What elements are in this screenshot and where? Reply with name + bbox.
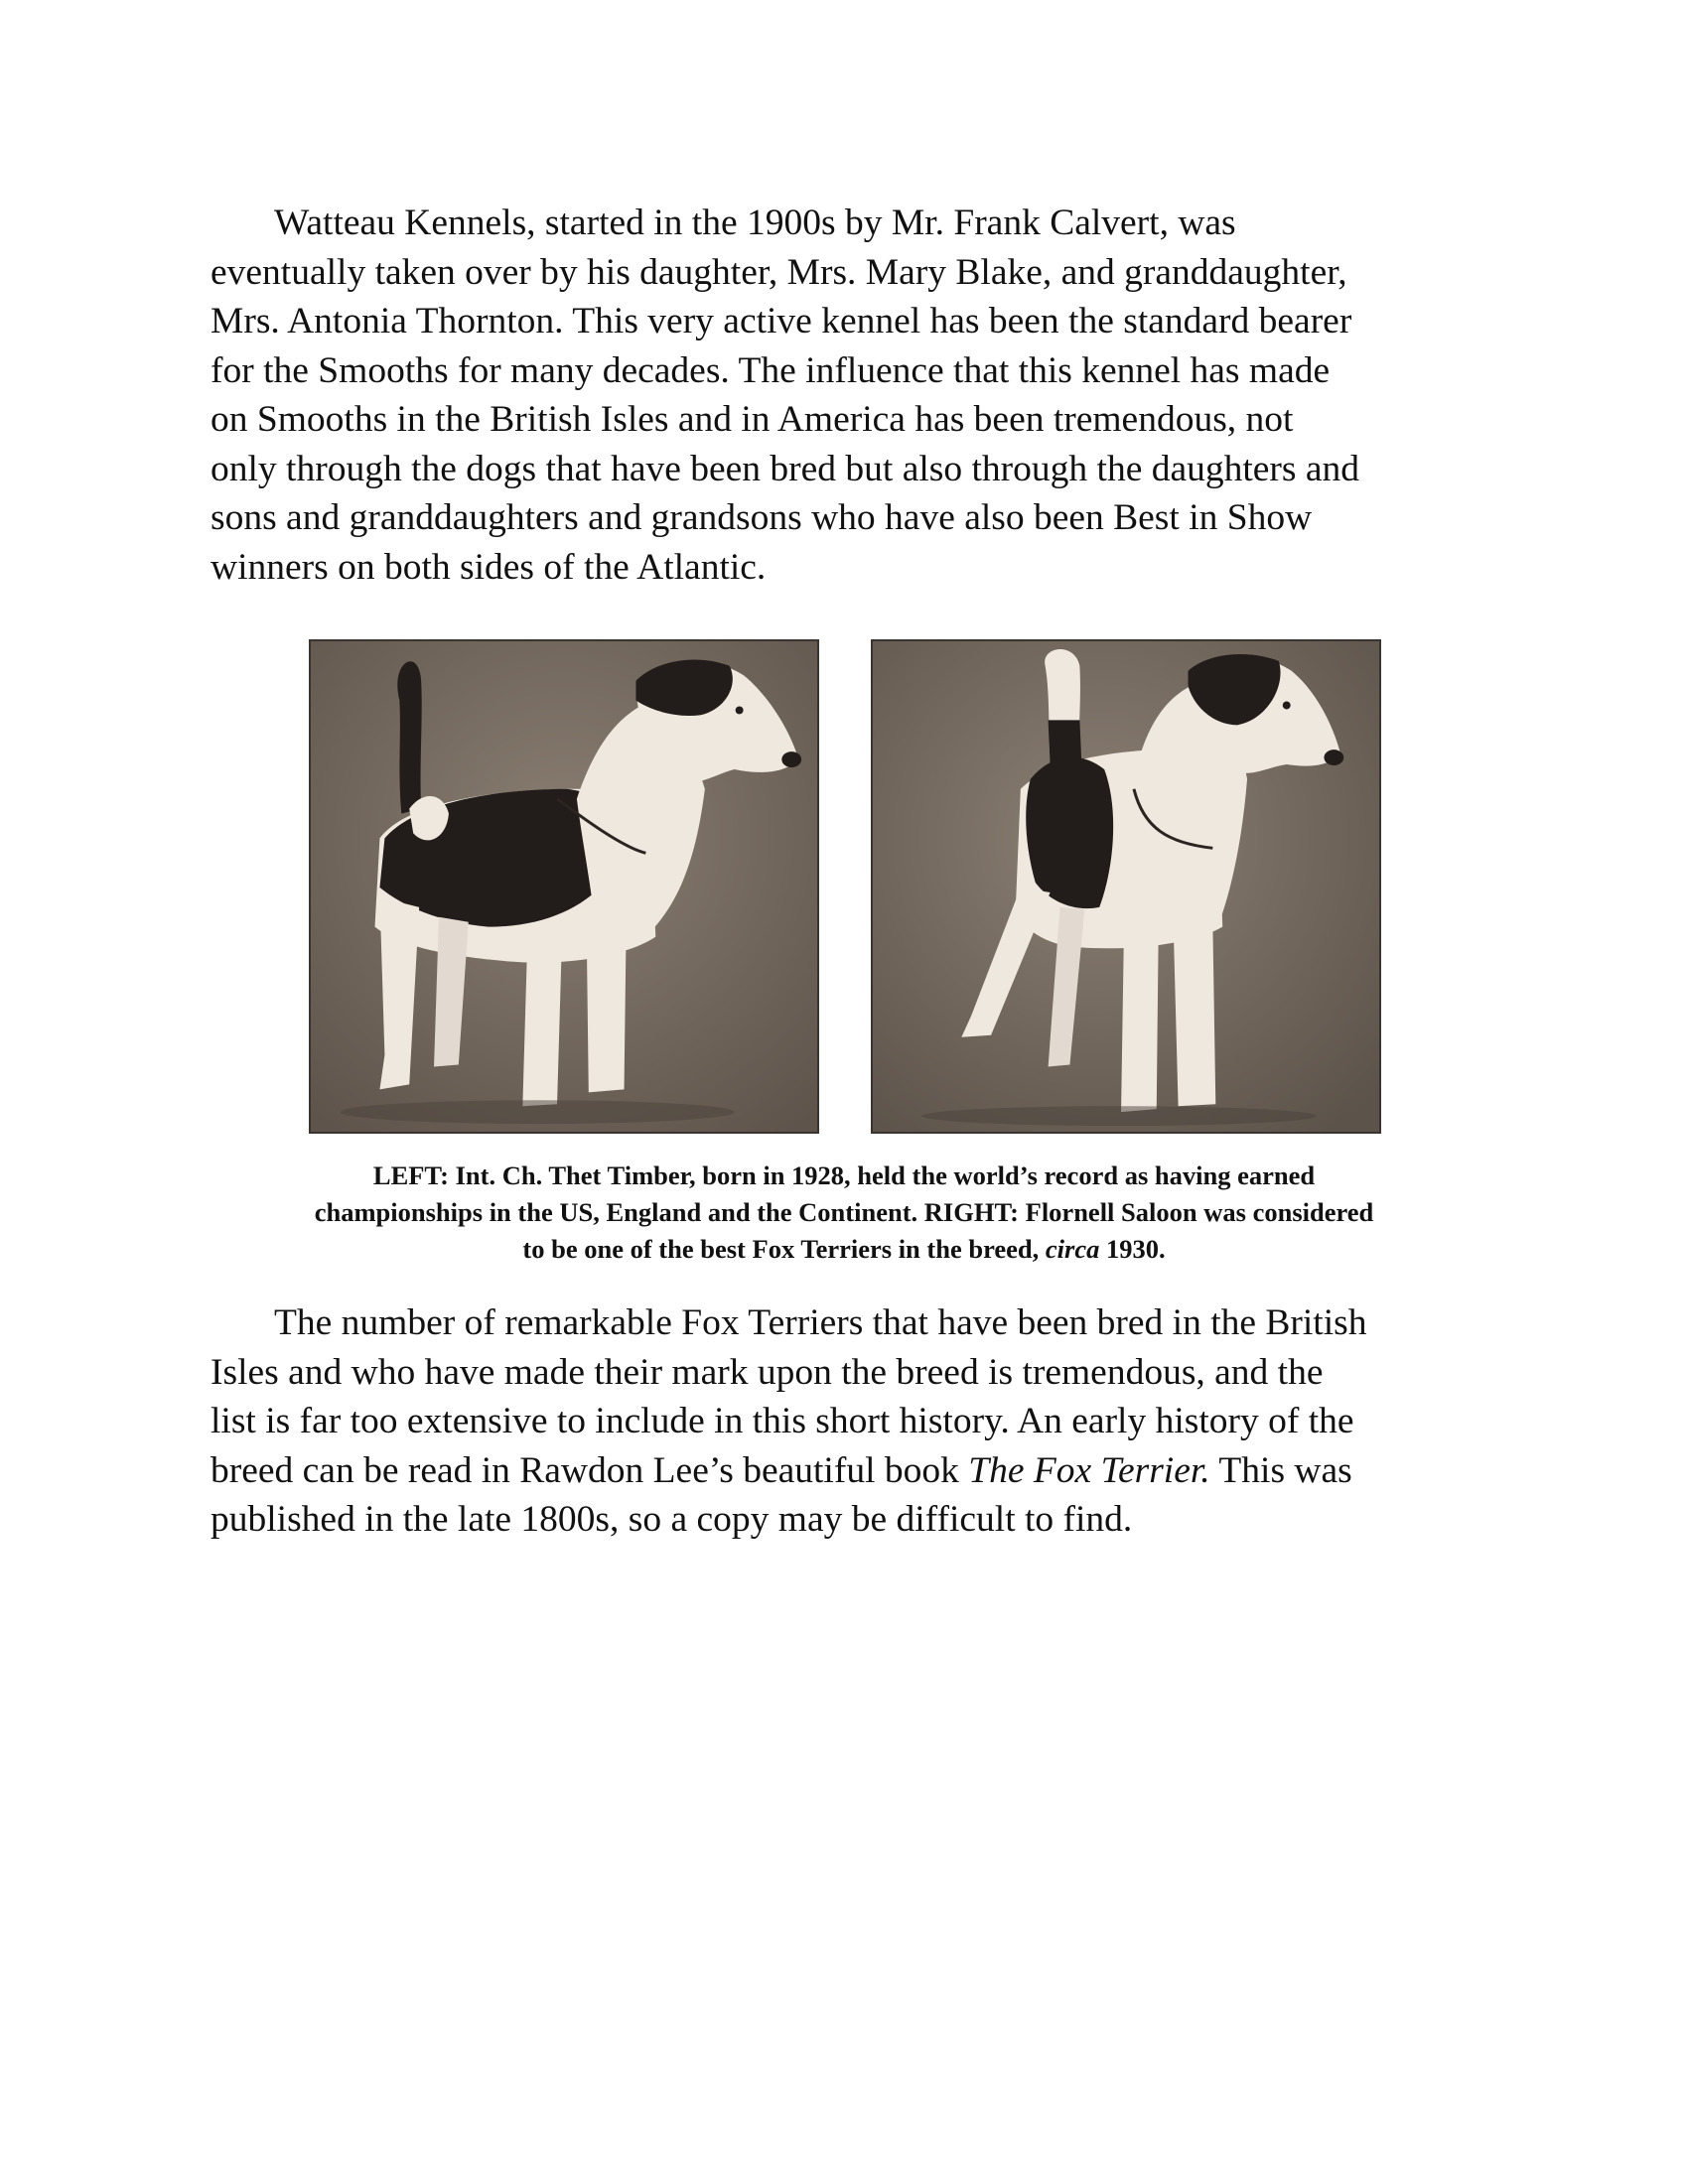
paragraph-watteau-kennels <box>211 199 1491 592</box>
book-title: The Fox Terrier. <box>968 1449 1210 1491</box>
text-line: only through the dogs that have been bred but also through the daughters and <box>211 448 1360 489</box>
text-line: The number of remarkable Fox Terriers that have been bred in the British <box>274 1302 1367 1343</box>
text-line: sons and granddaughters and grandsons who have also been Best in Show <box>211 497 1313 538</box>
caption-line <box>211 1231 1477 1268</box>
caption-text: to be one of the best Fox Terriers in the breed, <box>522 1234 1046 1264</box>
text-line: eventually taken over by his daughter, Mrs. Mary Blake, and granddaughter, <box>211 251 1347 293</box>
photo-thet-timber <box>309 639 819 1134</box>
terrier-illustration-left <box>311 641 817 1132</box>
text-line: Mrs. Antonia Thornton. This very active kennel has been the standard bearer <box>211 301 1352 341</box>
text-line: for the Smooths for many decades. The influence that this kennel has made <box>211 349 1331 391</box>
text-line: Watteau Kennels, started in the 1900s by Mr. Frank Calvert, was <box>274 203 1236 243</box>
caption-line: championships in the US, England and the Continent. RIGHT: Flornell Saloon was considered <box>314 1197 1374 1227</box>
terrier-illustration-right <box>873 641 1379 1132</box>
text-line: on Smooths in the British Isles and in America has been tremendous, not <box>211 399 1294 440</box>
text-line: winners on both sides of the Atlantic. <box>211 546 767 588</box>
photo-flornell-saloon <box>871 639 1381 1134</box>
photo-caption <box>211 1158 1477 1268</box>
body-text: breed can be read in Rawdon Lee’s beautiful book <box>211 1449 969 1491</box>
caption-line: LEFT: Int. Ch. Thet Timber, born in 1928, held the world’s record as having earned <box>372 1160 1316 1190</box>
text-line <box>211 1446 1491 1496</box>
text-line: list is far too extensive to include in this short history. An early history of the <box>211 1401 1354 1441</box>
body-text: This was <box>1209 1449 1352 1491</box>
paragraph-remarkable-terriers <box>211 1298 1491 1545</box>
text-line: published in the late 1800s, so a copy may be difficult to find. <box>211 1499 1133 1540</box>
text-line: Isles and who have made their mark upon the breed is tremendous, and the <box>211 1351 1324 1393</box>
caption-italic-text: circa <box>1045 1234 1100 1264</box>
caption-text: 1930. <box>1099 1234 1166 1264</box>
